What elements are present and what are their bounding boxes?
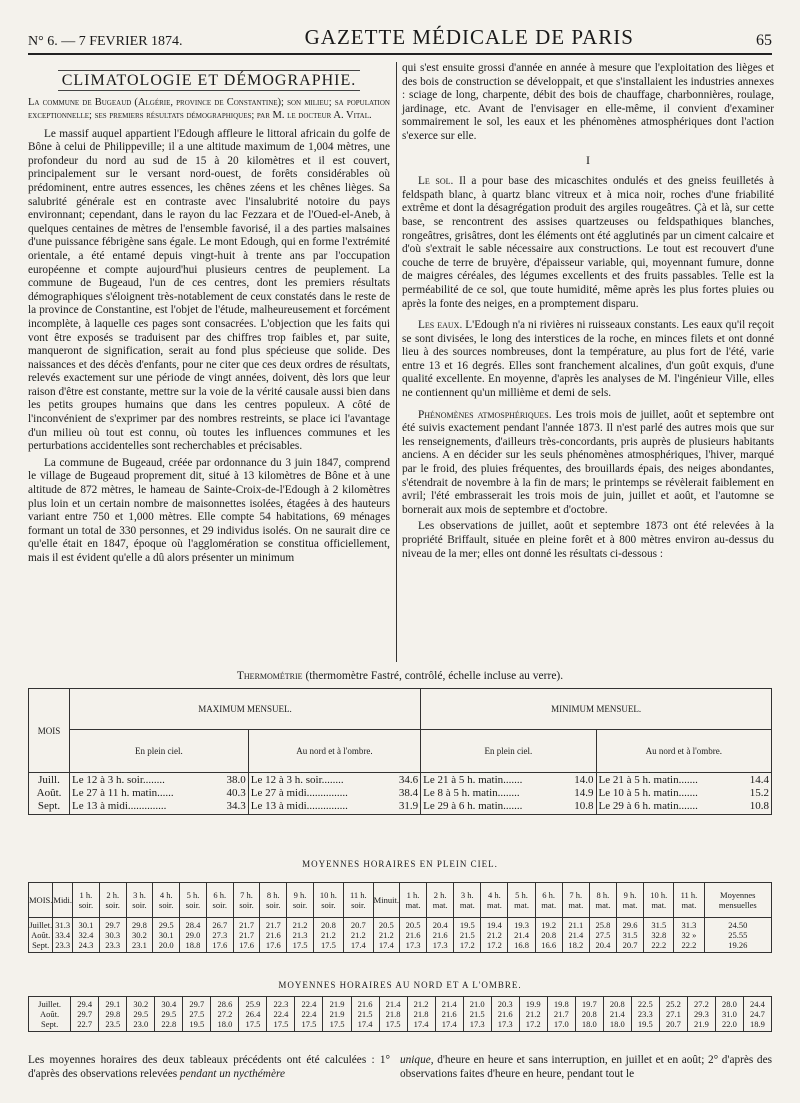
value-cell: 19.5 21.5 17.2	[454, 918, 481, 953]
value-cell: 20.5 21.2 17.4	[373, 918, 399, 953]
col-header: 8 h. mat.	[589, 883, 616, 918]
value-cell: 31.3 33.4 23.3	[53, 918, 73, 953]
value-cell: 31.3 32 » 22.2	[674, 918, 704, 953]
value-cell: 21.1 21.4 18.2	[562, 918, 589, 953]
paragraph: Le massif auquel appartient l'Edough affleure le littoral africain du golfe de Bône à celui de Philippeville; il a une altitude maximum de 1,004 mètres, une profondeur du nord au sud de 15 à 20 kilomètres et il est couvert, principalement sur le versant nord-ouest, de forêts considérables où prédominent, entre autres essences, les chênes zéens et les chênes lièges. Sa salubrité générale est en contraste avec l'insalubrité notoire du pays environnant; cependant, dans le rayon du lac Fezzara et de l'Oued-el-Aneb, à quelques centaines de mètres de l'ensemble favorisé, il a des parties malsaines d'une puissance fébrigène sans égale. Le mont Edough, qui en forme l'extrémité orientale, a été entamé depuis vingt-huit à trente ans par l'occupation européenne et compte aujourd'hui plusieurs centres de peuplement. La commune de Bugeaud, l'un de ces centres, dont les premiers résultats démographiques s'éloignent très-notablement de ceux constatés dans le reste de la province de Constantine, est l'objet de l'étude, malheureusement et forcément incomplète, à laquelle ces pages sont consacrées. L'objection que les faits qui vont être exposés se traduisent par des chiffres trop faibles et, par suite, manqueront de signification, serait au fond plus spécieuse que solide. Des naissances et des décès d'enfants, pour ne citer que ces deux ordres de résultats, relevés exactement sur une période de vingt années, doivent, dès lors que leur raison d'être est constante, mettre sur la voie de la vérité causale aussi bien dans les petits groupes humains que dans les centres populeux. A côté de l'inconvénient de s'exprimer par des nombres restreints, se place ici l'avantage d'un milieu où tout est connu, où toutes les influences communes et les perturbations accidentelles sont recherchables et précisables.	[28, 127, 390, 453]
column-divider	[396, 62, 397, 662]
value-cell: 30.1 32.4 24.3	[73, 918, 100, 953]
value-cell: 20.7 21.2 17.4	[343, 918, 373, 953]
value-cell: 20.8 21.2 17.5	[313, 918, 343, 953]
page-number: 65	[756, 32, 772, 49]
paragraph-observations: Les observations de juillet, août et septembre 1873 ont été relevées à la propriété Briffault, située en pleine forêt et à 800 mètres environ au-dessus du niveau de la mer; elles ont donné les résultats ci-dessous :	[402, 520, 774, 560]
value-cell: 25.2 27.1 20.7	[659, 997, 687, 1032]
month-cell: Juillet. Août. Sept.	[29, 997, 71, 1032]
col-header: 3 h. mat.	[454, 883, 481, 918]
bottom-left-paragraph: Les moyennes horaires des deux tableaux précédents ont été calculées : 1° d'après des observations relevées pendant un nycthémère	[28, 1054, 390, 1080]
min-plein-cell: Le 21 à 5 h. matin....... 14.0 Le 8 à 5 h. matin........ 14.9 Le 29 à 6 h. matin....... 10.8	[421, 773, 596, 815]
value-cell: 29.5 30.1 20.0	[153, 918, 180, 953]
col-header: 8 h. soir.	[260, 883, 287, 918]
value-cell: 28.4 29.0 18.8	[180, 918, 207, 953]
value-cell: 28.6 27.2 18.0	[211, 997, 239, 1032]
value-cell: 20.5 21.6 17.3	[399, 918, 426, 953]
col-header: 7 h. mat.	[562, 883, 589, 918]
min-nord-cell: Le 21 à 5 h. matin....... 14.4 Le 10 à 5 h. matin....... 15.2 Le 29 à 6 h. matin....... 10.8	[596, 773, 771, 815]
value-cell: 29.7 30.3 23.3	[99, 918, 126, 953]
min-nord-header: Au nord et à l'ombre.	[596, 730, 771, 773]
value-cell: 19.7 20.8 18.0	[575, 997, 603, 1032]
max-nord-header: Au nord et à l'ombre.	[248, 730, 420, 773]
value-cell: 21.9 21.9 17.5	[323, 997, 351, 1032]
hourly-nord-caption: MOYENNES HORAIRES AU NORD ET A L'OMBRE.	[278, 980, 522, 990]
value-cell: 21.0 21.5 17.3	[463, 997, 491, 1032]
value-cell: 21.4 21.6 17.4	[435, 997, 463, 1032]
value-cell: 19.8 21.7 17.0	[547, 997, 575, 1032]
min-header: MINIMUM MENSUEL.	[421, 689, 772, 730]
max-plein-header: En plein ciel.	[70, 730, 249, 773]
value-cell: 27.2 29.3 21.9	[687, 997, 715, 1032]
section-number: I	[586, 152, 590, 167]
max-plein-cell: Le 12 à 3 h. soir........ 38.0 Le 27 à 11 h. matin...... 40.3 Le 13 à midi.............. 34.3	[70, 773, 249, 815]
col-header: 3 h. soir.	[126, 883, 153, 918]
value-cell: 22.4 22.4 17.5	[295, 997, 323, 1032]
value-cell: 24.4 24.7 18.9	[743, 997, 771, 1032]
section-title: CLIMATOLOGIE ET DÉMOGRAPHIE.	[28, 74, 390, 88]
value-cell: 22.5 23.3 19.5	[631, 997, 659, 1032]
col-header: Midi.	[53, 883, 73, 918]
value-cell: 21.2 21.3 17.5	[287, 918, 314, 953]
col-header: 9 h. soir.	[287, 883, 314, 918]
value-cell: 29.8 30.2 23.1	[126, 918, 153, 953]
col-header: 1 h. soir.	[73, 883, 100, 918]
col-header: 11 h. mat.	[674, 883, 704, 918]
hourly-plein-caption: MOYENNES HORAIRES EN PLEIN CIEL.	[302, 859, 498, 869]
value-cell: 20.3 21.6 17.3	[491, 997, 519, 1032]
paragraph-sol: Le sol. Il a pour base des micaschites ondulés et des gneiss feuilletés à feldspath blanc, à quartz blanc vitreux et à mica noir, roches d'une friabilité extrême et dont la désagrégation produit des argiles rougeâtres. Çà et là, sur cette base, se rencontrent des assises quartzeuses ou feldspathiques blanches, rongeâtres, grisâtres, dont les éléments ont été agglutinés par un ciment calcaire et d'où s'extrait le sable nécessaire aux constructions. Le tout est recouvert d'une couche de terre de bruyère, d'épaisseur variable, qui, moyennant fumure, donne de maigres céréales, des légumes excellents et des fruits passables. Telle est la perméabilité de ce sol, que toute humidité, même après les plus fortes pluies ou après la fonte des neiges, en a promptement disparu.	[402, 175, 774, 310]
col-header-mois: MOIS	[29, 689, 70, 773]
value-cell: 31.5 32.8 22.2	[644, 918, 674, 953]
issue-number: N° 6. — 7 FEVRIER 1874.	[28, 34, 183, 49]
value-cell: 30.4 29.5 22.8	[155, 997, 183, 1032]
article-subtitle: La commune de Bugeaud (Algérie, province de Constantine); son milieu; sa population exceptionnelle; ses premiers résultats démographiques; par M. le docteur A. Vital.	[28, 96, 390, 121]
value-cell: 29.7 27.5 19.5	[183, 997, 211, 1032]
value-cell: 26.7 27.3 17.6	[206, 918, 233, 953]
col-header: 10 h. soir.	[313, 883, 343, 918]
value-cell: 24.50 25.55 19.26	[704, 918, 771, 953]
value-cell: 21.7 21.7 17.6	[233, 918, 260, 953]
bottom-text	[28, 1054, 772, 1081]
col-header: 11 h. soir.	[343, 883, 373, 918]
col-header: 2 h. mat.	[427, 883, 454, 918]
col-header: 10 h. mat.	[644, 883, 674, 918]
month-cell: Juill. Août. Sept.	[29, 773, 70, 815]
subhead-eaux: Les eaux.	[418, 319, 463, 332]
value-cell: 20.8 21.4 18.0	[603, 997, 631, 1032]
subhead-sol: Le sol.	[418, 175, 454, 188]
journal-title: GAZETTE MÉDICALE DE PARIS	[304, 25, 634, 49]
col-header: MOIS.	[29, 883, 53, 918]
max-header: MAXIMUM MENSUEL.	[70, 689, 421, 730]
value-cell: 25.9 26.4 17.5	[239, 997, 267, 1032]
col-header: Minuit.	[373, 883, 399, 918]
paragraph-eaux: Les eaux. L'Edough n'a ni rivières ni ruisseaux constants. Les eaux qu'il reçoit se sont divisées, le long des interstices de la roche, en minces filets et ont donné lieu à des sources nombreuses, dont la température, au plus fort de l'été, varie entre 13 et 16 degrés. Elles sont franchement alcalines, d'un goût exquis, d'une qualité excellente. En moyenne, d'après les analyses de M. l'ingénieur Ville, elles ne contiennent qu'un millième et demi de sels.	[402, 319, 774, 400]
col-header: 4 h. mat.	[481, 883, 508, 918]
col-header: 7 h. soir.	[233, 883, 260, 918]
paragraph-phenomenes: Phénomènes atmosphériques. Les trois mois de juillet, août et septembre ont été suivis exactement pendant l'année 1873. Il n'est parlé des autres mois que sur les renseignements, d'ailleurs très-concordants, pris auprès de plusieurs habitants anciens. A en décider sur les seuls phénomènes atmosphériques, l'hiver, marqué par le froid, des pluies fréquentes, des brouillards épais, des neiges abondantes, s'étendrait de novembre à la fin de mars; le printemps se révèlerait faiblement en avril; l'été embrasserait les trois mois de juin, juillet et août, et l'automne se bornerait aux mois de septembre et d'octobre.	[402, 408, 775, 516]
col-header: Moyennes mensuelles	[704, 883, 771, 918]
col-header: 2 h. soir.	[99, 883, 126, 918]
col-header: 6 h. mat.	[535, 883, 562, 918]
col-header: 9 h. mat.	[616, 883, 643, 918]
max-nord-cell: Le 12 à 3 h. soir........ 34.6 Le 27 à midi............... 38.4 Le 13 à midi............... 31.9	[248, 773, 420, 815]
value-cell: 29.6 31.5 20.7	[616, 918, 643, 953]
paragraph: qui s'est ensuite grossi d'année en année à mesure que l'exploitation des lièges et des bois de construction se développait, et que s'installaient les industries annexes : sciage de long, charpente, débit des bois de chauffage, charbonnières, roulage, jardinage, etc. Avant de l'envisager en elle-même, il convient d'examiner sommairement le sol, les eaux et les phénomènes atmosphériques dont l'action s'exerce sur elle.	[402, 62, 774, 142]
col-header: 4 h. soir.	[153, 883, 180, 918]
value-cell: 19.9 21.2 17.2	[519, 997, 547, 1032]
value-cell: 20.4 21.6 17.3	[427, 918, 454, 953]
value-cell: 21.6 21.5 17.4	[351, 997, 379, 1032]
value-cell: 19.3 21.4 16.8	[508, 918, 535, 953]
thermometry-caption: Thermométrie (thermomètre Fastré, contrôlé, échelle incluse au verre).	[236, 670, 564, 682]
month-cell: Juillet. Août. Sept.	[29, 918, 53, 953]
value-cell: 28.0 31.0 22.0	[715, 997, 743, 1032]
value-cell: 25.8 27.5 20.4	[589, 918, 616, 953]
col-header: 5 h. mat.	[508, 883, 535, 918]
col-header: 5 h. soir.	[180, 883, 207, 918]
value-cell: 21.7 21.6 17.6	[260, 918, 287, 953]
paragraph: La commune de Bugeaud, créée par ordonnance du 3 juin 1847, comprend le village de Bugeaud proprement dit, situé à 13 kilomètres de Bône et à une altitude de 872 mètres, le hameau de Sainte-Croix-de-l'Edough à 2 kilomètres plus loin et un certain nombre de maisonnettes isolées, étagées à des hauteurs variant entre 750 et 1,000 mètres. Elle compte 54 habitations, 69 ménages formant un total de 330 personnes, et 29 individus isolés. On ne saurait dire ce qu'elle était en 1847, époque où l'agglomération se constitua officiellement, mais il est évident qu'elle a dû alors présenter un minimum	[28, 456, 390, 564]
right-column	[402, 62, 774, 564]
value-cell: 21.2 21.8 17.4	[407, 997, 435, 1032]
hourly-nord-table	[28, 996, 772, 1032]
thermometry-table	[28, 688, 772, 815]
value-cell: 30.2 29.5 23.0	[127, 997, 155, 1032]
value-cell: 29.4 29.7 22.7	[71, 997, 99, 1032]
col-header: 6 h. soir.	[206, 883, 233, 918]
page-header	[28, 20, 772, 55]
subhead-phenomenes: Phénomènes atmosphériques.	[418, 408, 552, 421]
col-header: 1 h. mat.	[399, 883, 426, 918]
hourly-plein-table	[28, 882, 772, 953]
value-cell: 19.4 21.2 17.2	[481, 918, 508, 953]
min-plein-header: En plein ciel.	[421, 730, 596, 773]
value-cell: 19.2 20.8 16.6	[535, 918, 562, 953]
value-cell: 21.4 21.8 17.5	[379, 997, 407, 1032]
bottom-right-paragraph: unique, d'heure en heure et sans interruption, en juillet et en août; 2° d'après des observations faites d'heure en heure, pendant tout le	[400, 1054, 772, 1080]
left-column	[28, 62, 390, 569]
value-cell: 22.3 22.4 17.5	[267, 997, 295, 1032]
value-cell: 29.1 29.8 23.5	[99, 997, 127, 1032]
